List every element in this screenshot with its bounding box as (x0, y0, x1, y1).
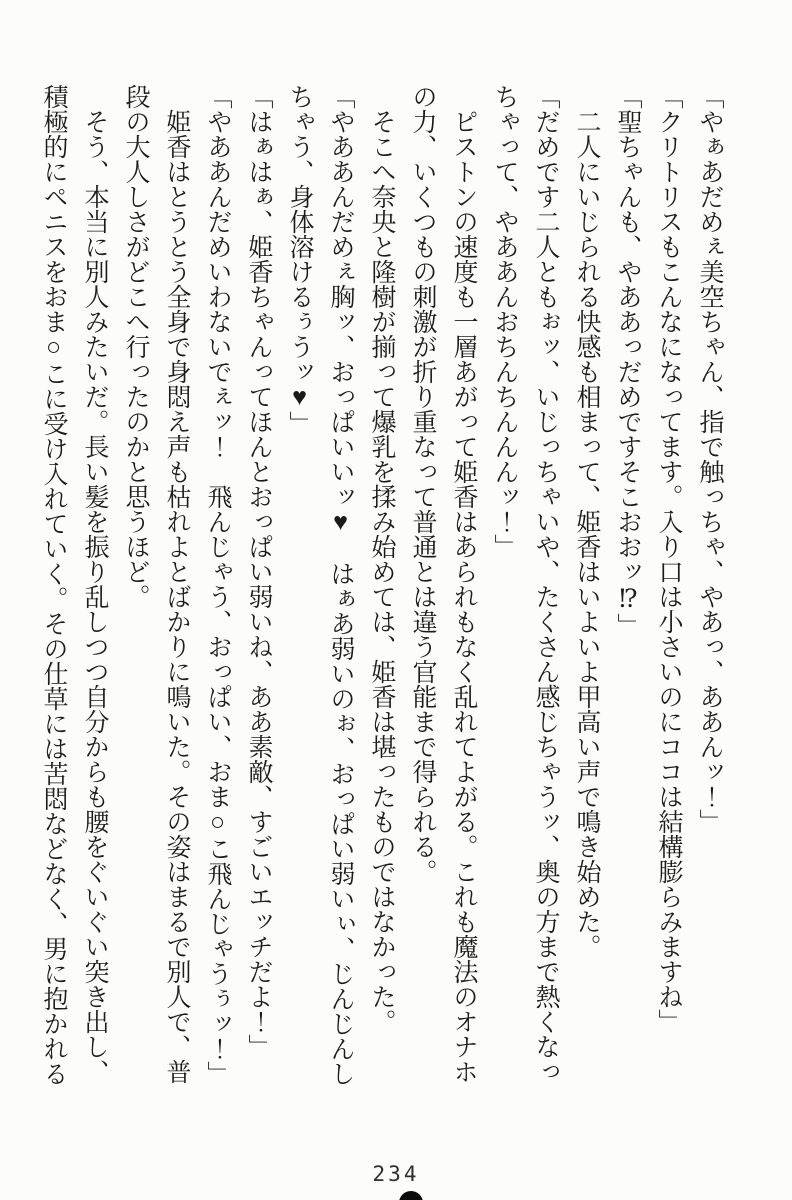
page-number: 234 (372, 1162, 420, 1186)
text-line: ピストンの速度も一層あがって姫香はあられもなく乱れてよがる。これも魔法のオナホ (450, 84, 477, 1084)
text-line: 「やああんだめいわないでぇッ！ 飛んじゃう、おっぱい、おま○こ飛んじゃうぅッ！」 (204, 84, 231, 1086)
text-line: 「はぁはぁ、姫香ちゃんってほんとおっぱい弱いね、ああ素敵、すごいエッチだよ！」 (245, 84, 272, 1059)
text-line: 姫香はとうとう全身で身悶え声も枯れよとばかりに鳴いた。その姿はまるで別人で、普 (163, 84, 190, 1084)
bottom-ornament-dot (399, 1191, 423, 1200)
text-line: 「やぁあだめぇ美空ちゃん、指で触っちゃ、やあっ、ああんッ！」 (696, 84, 723, 834)
text-line: 二人にいじられる快感も相まって、姫香はいよいよ甲高い声で鳴き始めた。 (573, 84, 600, 959)
text-line: 「クリトリスもこんなになってます。入り口は小さいのにココは結構膨らみますね」 (655, 84, 682, 1034)
text-line: そう、本当に別人みたいだ。長い髪を振り乱しつつ自分からも腰をぐいぐい突き出し、 (81, 84, 108, 1084)
text-line: ちゃう、身体溶けるぅうッ♥」 (286, 84, 313, 436)
text-line: ちゃって、やああんおちんちんんんッ！」 (491, 84, 518, 559)
page-text (33, 84, 730, 1116)
text-line: 段の大人しさがどこへ行ったのかと思うほど。 (122, 84, 149, 609)
text-line: そこへ奈央と隆樹が揃って爆乳を揉み始めては、姫香は堪ったものではなかった。 (368, 84, 395, 1034)
text-line: 「だめです二人ともぉッ、いじっちゃいや、たくさん感じちゃうッ、奥の方まで熱くなっ (532, 84, 559, 1084)
text-line: の力、いくつもの刺激が折り重なって普通とは違う官能まで得られる。 (409, 84, 436, 884)
text-line: 積極的にペニスをおま○こに受け入れていく。その仕草には苦悶などなく、男に抱かれる (40, 84, 67, 1086)
text-line: 「やああんだめぇ胸ッ、おっぱいいッ♥ はぁあ弱いのぉ、おっぱい弱いぃ、じんじんし (327, 84, 354, 1086)
text-line: 「聖ちゃんも、やああっだめですそこおおッ⁉」 (614, 84, 641, 638)
